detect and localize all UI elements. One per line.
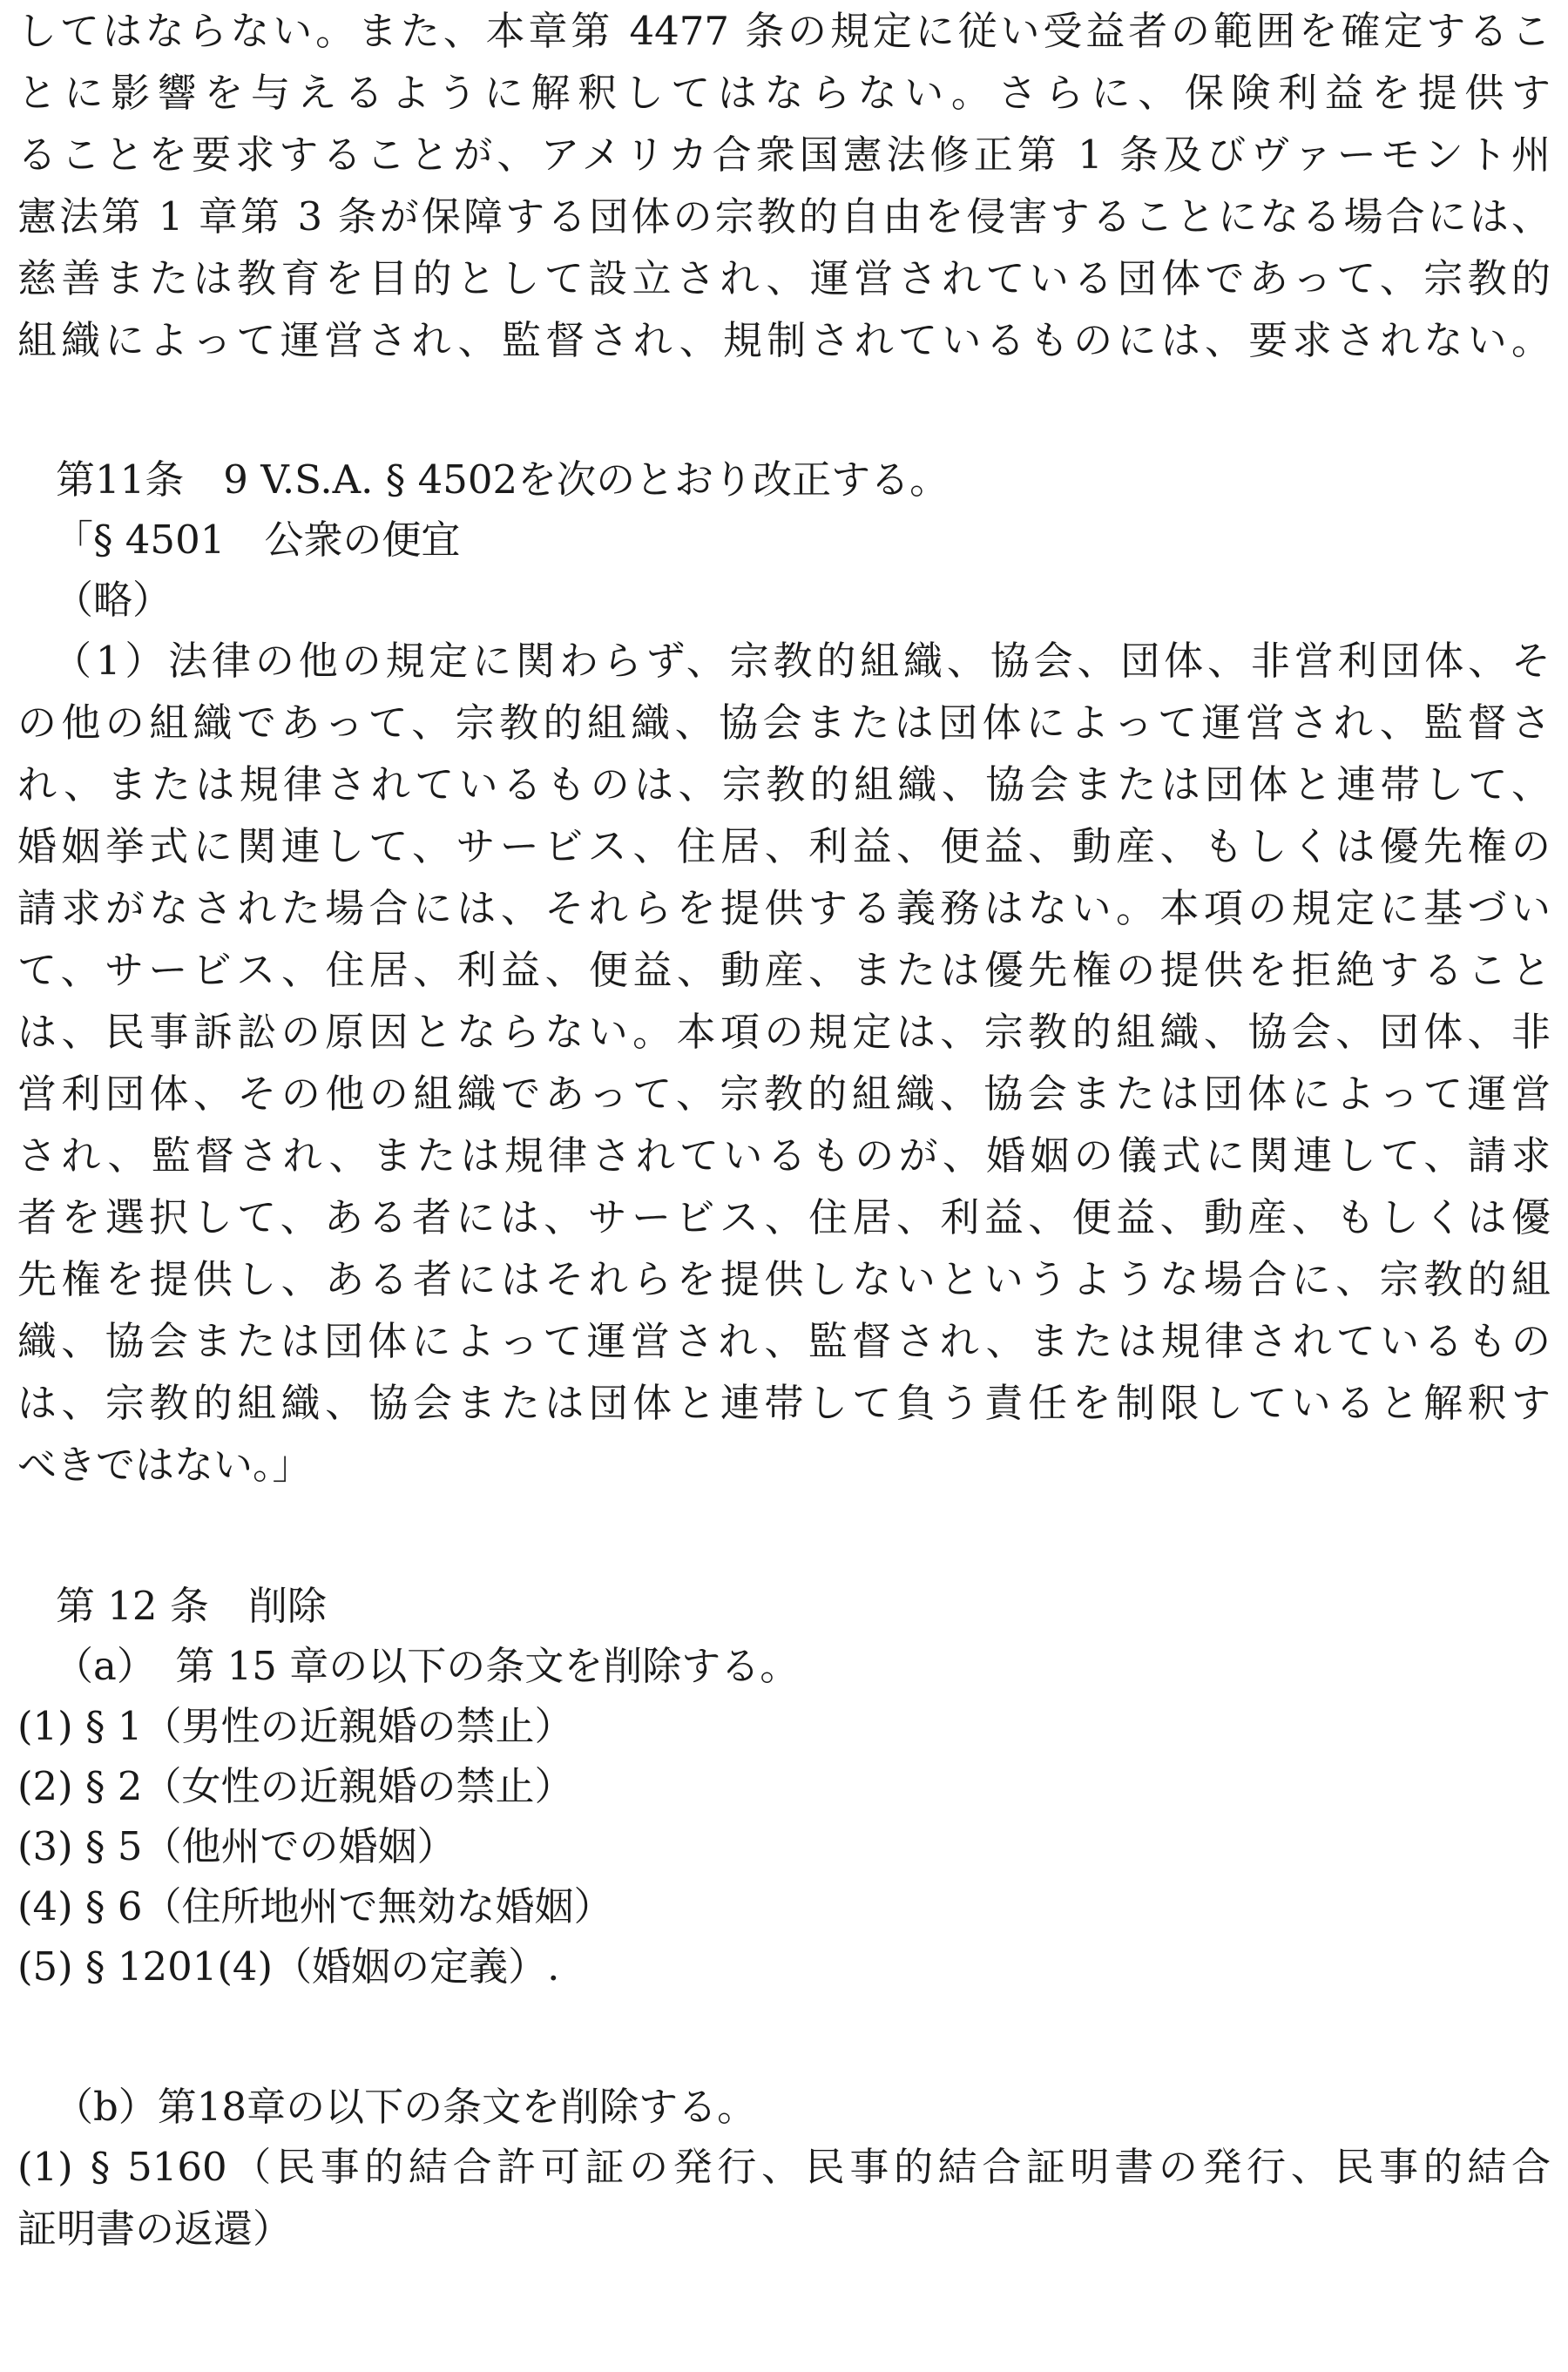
text-line: 憲法第 1 章第 3 条が保障する団体の宗教的自由を侵害することになる場合には、 [17,193,1551,240]
text-line: され、監督され、または規律されているものが、婚姻の儀式に関連して、請求 [17,1132,1551,1179]
text-line: 婚姻挙式に関連して、サービス、住居、利益、便益、動産、もしくは優先権の [17,823,1551,869]
omitted-marker: （略） [54,577,172,623]
list-item: (4) § 6（住所地州で無効な婚姻） [17,1883,613,1929]
text-line: は、宗教的組織、協会または団体と連帯して負う責任を制限していると解釈す [17,1380,1551,1426]
list-item: (1) § 1（男性の近親婚の禁止） [17,1703,574,1749]
article-11-paragraph-1: （1）法律の他の規定に関わらず、宗教的組織、協会、団体、非営利団体、そ [52,638,1551,684]
list-item: (1) § 5160（民事的結合許可証の発行、民事的結合証明書の発行、民事的結合 [17,2144,1551,2190]
text-line: れ、または規律されているものは、宗教的組織、協会または団体と連帯して、 [17,761,1551,808]
text-line: とに影響を与えるように解釈してはならない。さらに、保険利益を提供す [17,70,1551,116]
list-item-continuation: 証明書の返還） [17,2206,293,2252]
section-4501-title: 「§ 4501 公衆の便宜 [54,517,461,563]
text-line: ることを要求することが、アメリカ合衆国憲法修正第 1 条及びヴァーモント州 [17,132,1551,178]
subsection-b: （b）第18章の以下の条文を削除する。 [54,2084,757,2130]
text-line: 織、協会または団体によって運営され、監督され、または規律されているもの [17,1318,1551,1364]
list-item: (2) § 2（女性の近親婚の禁止） [17,1763,574,1809]
text-line: 組織によって運営され、監督され、規制されているものには、要求されない。 [17,317,1551,363]
subsection-a: （a） 第 15 章の以下の条文を削除する。 [54,1643,800,1689]
list-item: (5) § 1201(4)（婚姻の定義）. [17,1943,560,1990]
text-line: て、サービス、住居、利益、便益、動産、または優先権の提供を拒絶すること [17,947,1551,993]
text-line: の他の組織であって、宗教的組織、協会または団体によって運営され、監督さ [17,699,1551,746]
text-line: 営利団体、その他の組織であって、宗教的組織、協会または団体によって運営 [17,1071,1551,1117]
list-item: (3) § 5（他州での婚姻） [17,1823,456,1869]
article-11-heading: 第11条 9 V.S.A. § 4502を次のとおり改正する。 [56,456,950,503]
text-line: 請求がなされた場合には、それらを提供する義務はない。本項の規定に基づい [17,885,1551,931]
text-line: 先権を提供し、ある者にはそれらを提供しないというような場合に、宗教的組 [17,1256,1551,1302]
text-line: は、民事訴訟の原因とならない。本項の規定は、宗教的組織、協会、団体、非 [17,1009,1551,1055]
article-12-heading: 第 12 条 削除 [56,1583,327,1629]
text-line: 者を選択して、ある者には、サービス、住居、利益、便益、動産、もしくは優 [17,1194,1551,1240]
text-line: してはならない。また、本章第 4477 条の規定に従い受益者の範囲を確定するこ [17,8,1551,54]
text-line: べきではない。」 [17,1442,312,1488]
text-line: 慈善または教育を目的として設立され、運営されている団体であって、宗教的 [17,255,1551,301]
